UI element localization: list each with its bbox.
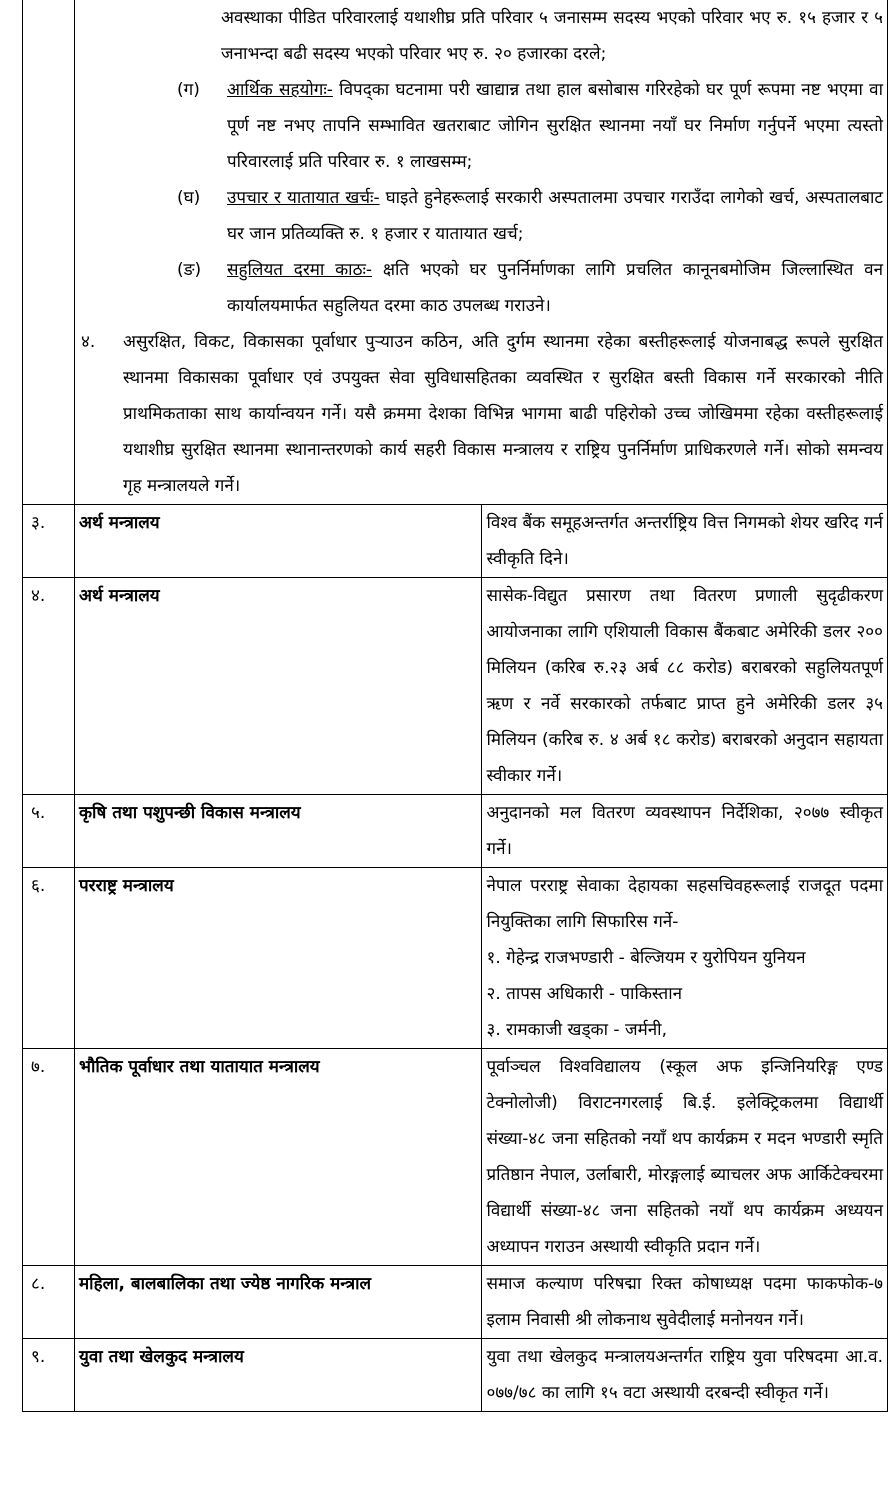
serial-cell: ४. — [23, 578, 75, 795]
list-item: ३. रामकाजी खड्का - जर्मनी, — [486, 1020, 667, 1040]
ministry-cell: महिला, बालबालिका तथा ज्येष्ठ नागरिक मन्त्राल — [75, 1266, 482, 1339]
point-marker: ४. — [81, 332, 96, 352]
sub-item-marker: (घ) — [177, 188, 201, 208]
table-row — [23, 578, 888, 795]
sub-item-text: विपद्का घटनामा परी खाद्यान्न तथा हाल बसोबास गरिरहेको घर पूर्ण रूपमा नष्ट भएमा वा पूर्ण नष्ट नभए तापनि सम्भावित खतराबाट जोगिन सुरक्षित स्थानमा नयाँ घर निर्माण गर्नुपर्ने भएमा त्यस्तो परिवारलाई प्रति परिवार रु. १ लाखसम्म; — [227, 80, 883, 172]
serial-cell: ९. — [23, 1339, 75, 1412]
serial-cell: ७. — [23, 1049, 75, 1266]
decision-cell: अनुदानको मल वितरण व्यवस्थापन निर्देशिका, २०७७ स्वीकृत गर्ने। — [481, 795, 888, 868]
point-four — [81, 324, 883, 504]
sub-item-gha — [81, 180, 883, 252]
ministry-cell: परराष्ट्र मन्त्रालय — [75, 868, 482, 1049]
continuation-cell — [75, 0, 888, 505]
sub-item-marker: (ग) — [177, 80, 200, 100]
table-row — [23, 1049, 888, 1266]
sub-item-marker: (ङ) — [177, 260, 202, 280]
table-row-continuation — [23, 0, 888, 505]
decisions-table — [22, 0, 888, 1412]
decision-cell — [481, 868, 888, 1049]
ministry-cell: अर्थ मन्त्रालय — [75, 578, 482, 795]
table-row — [23, 505, 888, 578]
list-item: १. गेहेन्द्र राजभण्डारी - बेल्जियम र युरोपियन युनियन — [486, 948, 806, 968]
ministry-cell: अर्थ मन्त्रालय — [75, 505, 482, 578]
decision-cell: युवा तथा खेलकुद मन्त्रालयअन्तर्गत राष्ट्रिय युवा परिषदमा आ.व. ०७७/७८ का लागि १५ वटा अस्थायी दरबन्दी स्वीकृत गर्ने। — [481, 1339, 888, 1412]
serial-cell: ५. — [23, 795, 75, 868]
decision-text: नेपाल परराष्ट्र सेवाका देहायका सहसचिवहरूलाई राजदूत पदमा नियुक्तिका लागि सिफारिस गर्ने- — [486, 876, 883, 932]
list-item: २. तापस अधिकारी - पाकिस्तान — [486, 984, 683, 1004]
decision-cell: समाज कल्याण परिषद्मा रिक्त कोषाध्यक्ष पदमा फाकफोक-७ इलाम निवासी श्री लोकनाथ सुवेदीलाई मनोनयन गर्ने। — [481, 1266, 888, 1339]
serial-cell — [23, 0, 75, 505]
serial-cell: ६. — [23, 868, 75, 1049]
table-row — [23, 795, 888, 868]
sub-item-title: आर्थिक सहयोगः- — [227, 80, 333, 100]
serial-cell: ३. — [23, 505, 75, 578]
ministry-cell: भौतिक पूर्वाधार तथा यातायात मन्त्रालय — [75, 1049, 482, 1266]
point-text: असुरक्षित, विकट, विकासका पूर्वाधार पुऱ्याउन कठिन, अति दुर्गम स्थानमा रहेका बस्तीहरूलाई योजनाबद्ध रूपले सुरक्षित स्थानमा विकासका पूर्वाधार एवं उपयुक्त सेवा सुविधासहितका व्यवस्थित र सुरक्षित बस्ती विकास गर्ने सरकारको नीति प्राथमिकताका साथ कार्यान्वयन गर्ने। यसै क्रममा देशका विभिन्न भागमा बाढी पहिरोको उच्च जोखिममा रहेका वस्तीहरूलाई यथाशीघ्र सुरक्षित स्थानमा स्थानान्तरणको कार्य सहरी विकास मन्त्रालय र राष्ट्रिय पुनर्निर्माण प्राधिकरणले गर्ने। सोको समन्वय गृह मन्त्रालयले गर्ने। — [123, 332, 883, 496]
sub-item-text: घाइते हुनेहरूलाई सरकारी अस्पतालमा उपचार गराउँदा लागेको खर्च, अस्पतालबाट घर जान प्रतिव्यक्ति रु. १ हजार र यातायात खर्च; — [227, 188, 883, 244]
table-row — [23, 1339, 888, 1412]
decision-cell: विश्व बैंक समूहअन्तर्गत अन्तर्राष्ट्रिय वित्त निगमको शेयर खरिद गर्न स्वीकृति दिने। — [481, 505, 888, 578]
serial-cell: ८. — [23, 1266, 75, 1339]
ministry-cell: युवा तथा खेलकुद मन्त्रालय — [75, 1339, 482, 1412]
table-row — [23, 1266, 888, 1339]
decision-cell: पूर्वाञ्चल विश्वविद्यालय (स्कूल अफ इन्जिनियरिङ्ग एण्ड टेक्नोलोजी) विराटनगरलाई बि.ई. इलेक्ट्रिकलमा विद्यार्थी संख्या-४८ जना सहितको नयाँ थप कार्यक्रम र मदन भण्डारी स्मृति प्रतिष्ठान नेपाल, उर्लाबारी, मोरङ्गलाई ब्याचलर अफ आर्किटेक्चरमा विद्यार्थी संख्या-४८ जना सहितको नयाँ थप कार्यक्रम अध्ययन अध्यापन गराउन अस्थायी स्वीकृति प्रदान गर्ने। — [481, 1049, 888, 1266]
decision-cell: सासेक-विद्युत प्रसारण तथा वितरण प्रणाली सुदृढीकरण आयोजनाका लागि एशियाली विकास बैंकबाट अमेरिकी डलर २०० मिलियन (करिब रु.२३ अर्ब ८८ करोड) बराबरको सहुलियतपूर्ण ऋण र नर्वे सरकारको तर्फबाट प्राप्त हुने अमेरिकी डलर ३५ मिलियन (करिब रु. ४ अर्ब १८ करोड) बराबरको अनुदान सहायता स्वीकार गर्ने। — [481, 578, 888, 795]
sub-item-ga — [81, 72, 883, 180]
table-row — [23, 868, 888, 1049]
ministry-cell: कृषि तथा पशुपन्छी विकास मन्त्रालय — [75, 795, 482, 868]
sub-item-text: क्षति भएको घर पुनर्निर्माणका लागि प्रचलित कानूनबमोजिम जिल्लास्थित वन कार्यालयमार्फत सहुलियत दरमा काठ उपलब्ध गराउने। — [227, 260, 884, 316]
document-page — [22, 0, 888, 1412]
sub-item-title: उपचार र यातायात खर्चः- — [227, 188, 380, 208]
sub-item-nga — [81, 252, 883, 324]
paragraph-continuation: अवस्थाका पीडित परिवारलाई यथाशीघ्र प्रति परिवार ५ जनासम्म सदस्य भएको परिवार भए रु. १५ हजार र ५ जनाभन्दा बढी सदस्य भएको परिवार भए रु. २० हजारका दरले; — [221, 8, 883, 64]
sub-item-title: सहुलियत दरमा काठः- — [227, 260, 373, 280]
